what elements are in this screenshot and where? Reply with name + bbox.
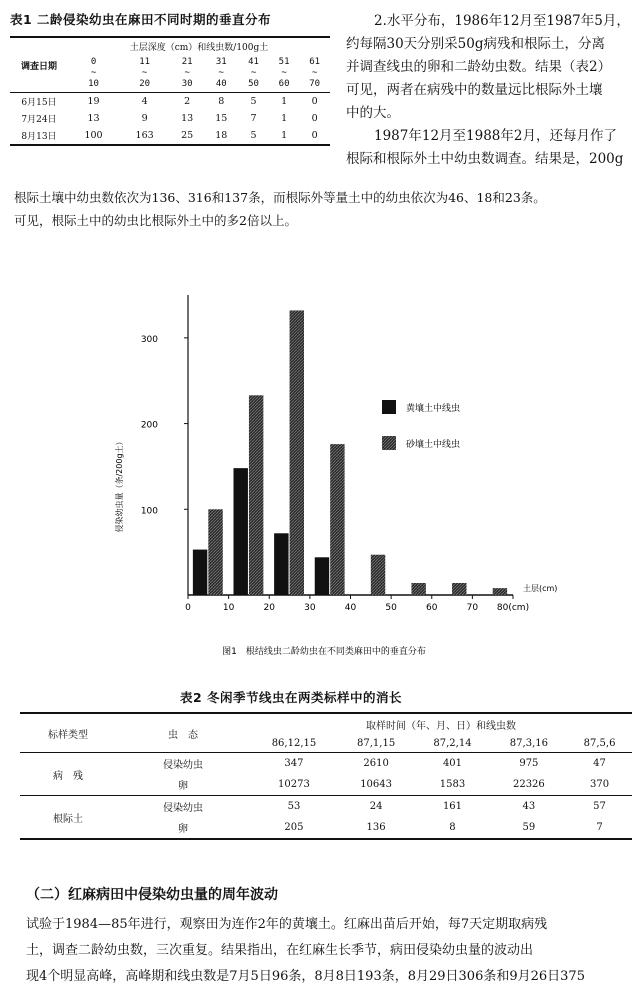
bar-sandy-soil	[330, 444, 344, 595]
legend-swatch	[382, 436, 396, 450]
table2-title: 表2 冬闲季节线虫在两类标样中的消长	[180, 690, 403, 705]
table2-value-cell: 136	[366, 822, 386, 833]
table2-value-cell: 10643	[360, 779, 392, 790]
section-line3: 现4个明显高峰，高峰期和线虫数是7月5日96条，8月8日193条，8月29日306条和9月26日375	[26, 969, 585, 984]
bar-sandy-soil	[493, 588, 507, 595]
table1-range-4	[238, 55, 269, 93]
legend-label: 砂壤土中线虫	[406, 440, 461, 450]
table2-value-cell: 47	[593, 758, 606, 769]
figure1-chart	[0, 280, 640, 680]
table1-value-cell: 15	[215, 113, 228, 124]
p2-line1: 1987年12月至1988年2月，还每月作了	[374, 128, 617, 144]
table1-range-3	[204, 55, 238, 93]
range-end: 60	[278, 79, 290, 89]
table1-value-cell: 1	[281, 130, 288, 141]
table2-value-cell: 53	[287, 801, 301, 812]
bar-yellow-soil	[274, 533, 288, 595]
table1-value-cell: 163	[135, 130, 154, 141]
table1-value-cell: 0	[311, 113, 318, 124]
table2-value-cell: 57	[593, 801, 606, 812]
y-tick-label: 100	[140, 506, 158, 517]
table2-group-header: 取样时间（年、月、日）和线虫数	[366, 721, 516, 732]
table1-value-cell: 2	[184, 96, 191, 107]
table2-value-cell: 22326	[512, 779, 545, 790]
x-tick-label: 80(cm)	[496, 603, 530, 613]
table2-date-header: 87,5,6	[583, 738, 616, 749]
table1-value-cell: 8	[218, 96, 225, 107]
table1-range-6	[299, 55, 330, 93]
table1-value-cell: 0	[311, 130, 318, 141]
table1-date-cell: 8月13日	[21, 132, 57, 142]
bar-sandy-soil	[208, 509, 222, 595]
table1-value-cell: 19	[87, 96, 100, 107]
range-end: 40	[215, 79, 227, 89]
range-end: 30	[181, 79, 193, 89]
p1-line3: 并调查线虫的卵和二龄幼虫数。结果（表2）	[346, 59, 612, 75]
x-tick-label: 50	[385, 603, 397, 613]
table2-value-cell: 43	[522, 801, 536, 812]
range-end: 70	[309, 79, 321, 89]
table2-type-cell: 根际土	[53, 813, 83, 825]
table2-state-cell: 卵	[178, 824, 188, 835]
table2-state-header: 虫 态	[116, 713, 250, 753]
x-tick-label: 60	[426, 603, 438, 613]
x-tick-label: 10	[222, 603, 235, 613]
paragraph-rhizosphere	[14, 186, 634, 232]
x-tick-label: 20	[263, 603, 275, 613]
y-axis-label: 侵染幼虫量（条/200g土）	[115, 437, 124, 533]
section-line1: 试验于1984—85年进行，观察田为连作2年的黄壤土。红麻出苗后开始，每7天定期取病残	[26, 917, 548, 932]
table1-value-cell: 25	[181, 130, 194, 141]
table-row	[20, 753, 632, 775]
table1-range-0	[68, 55, 119, 93]
table1	[10, 36, 330, 146]
table2-value-cell: 59	[522, 822, 536, 833]
range-tilde: ~	[250, 68, 257, 78]
table2-date-header: 87,3,16	[509, 738, 548, 749]
range-tilde: ~	[184, 68, 190, 78]
range-tilde: ~	[281, 68, 287, 78]
range-start: 0	[90, 57, 97, 67]
table-row	[20, 796, 632, 818]
table-row	[10, 127, 330, 145]
table1-value-cell: 4	[141, 96, 148, 107]
table2-date-header: 87,2,14	[433, 738, 472, 749]
p2-line3: 根际土壤中幼虫数依次为136、316和137条，而根际外等量土中的幼虫依次为46、18和23条。	[14, 190, 546, 205]
table1-value-cell: 5	[250, 96, 257, 107]
table2-value-cell: 975	[519, 758, 539, 769]
table1-value-cell: 13	[87, 113, 100, 124]
p1-line2: 约每隔30天分别采50g病残和根际土，分离	[346, 36, 605, 52]
table2-date-header: 86,12,15	[271, 738, 317, 749]
bar-yellow-soil	[234, 468, 248, 595]
paragraph-horizontal-distribution	[346, 10, 634, 171]
table1-value-cell: 13	[181, 113, 194, 124]
table1-date-header: 调查日期	[10, 37, 68, 93]
table2-value-cell: 161	[442, 801, 463, 812]
legend-label: 黄壤土中线虫	[406, 404, 461, 414]
table1-value-cell: 9	[141, 113, 148, 124]
table1-date-cell: 6月15日	[21, 98, 57, 108]
table2-value-cell: 24	[369, 801, 383, 812]
bar-sandy-soil	[371, 555, 385, 595]
range-start: 11	[139, 57, 151, 67]
range-tilde: ~	[90, 68, 97, 78]
bar-yellow-soil	[193, 550, 207, 595]
table1-main-header: 土层深度（cm）和线虫数/100g土	[129, 43, 269, 53]
table2-value-cell: 347	[284, 758, 304, 769]
x-tick-label: 70	[466, 603, 479, 613]
p1-line5: 中的大。	[346, 105, 400, 121]
table2-value-cell: 370	[589, 779, 610, 790]
table2-value-cell: 8	[449, 822, 456, 833]
range-tilde: ~	[218, 68, 224, 78]
range-end: 10	[88, 79, 99, 89]
figure1-caption: 图1 根结线虫二龄幼虫在不同类麻田中的垂直分布	[222, 647, 426, 657]
table2-state-cell: 侵染幼虫	[163, 803, 203, 814]
table2	[20, 712, 632, 840]
table2-date-header: 87,1,15	[357, 738, 396, 749]
range-start: 41	[248, 57, 259, 67]
table1-value-cell: 0	[311, 96, 318, 107]
table1-value-cell: 18	[215, 130, 228, 141]
table1-value-cell: 5	[250, 130, 257, 141]
bar-sandy-soil	[452, 583, 466, 595]
table2-type-header: 标样类型	[20, 713, 116, 753]
bar-sandy-soil	[249, 395, 263, 595]
p1-line4: 可见，两者在病残中的数量远比根际外土壤	[346, 82, 603, 98]
table2-value-cell: 1583	[439, 779, 466, 790]
table1-value-cell: 100	[84, 130, 103, 141]
range-tilde: ~	[141, 68, 148, 78]
section-heading: （二）红麻病田中侵染幼虫量的周年波动	[26, 887, 278, 903]
x-tick-label: 0	[185, 603, 191, 613]
table2-value-cell: 10273	[278, 779, 310, 790]
table1-value-cell: 1	[281, 113, 288, 124]
table2-value-cell: 7	[596, 822, 603, 833]
section-body	[26, 912, 634, 990]
table2-value-cell: 205	[284, 822, 304, 833]
table1-range-5	[269, 55, 300, 93]
range-tilde: ~	[311, 68, 318, 78]
table1-date-cell: 7月24日	[21, 115, 57, 125]
y-tick-label: 300	[140, 334, 158, 345]
x-tick-label: 40	[344, 603, 357, 613]
table-row	[10, 110, 330, 127]
table1-range-1	[119, 55, 170, 93]
table1-range-2	[170, 55, 204, 93]
p2-line4: 可见，根际土中的幼虫比根际外土中的多2倍以上。	[14, 213, 297, 228]
section-line2: 土，调查二龄幼虫数，三次重复。结果指出，在红麻生长季节，病田侵染幼虫量的波动出	[26, 943, 534, 958]
x-axis-label: 土层(cm)	[523, 584, 558, 593]
legend-swatch	[382, 400, 396, 414]
range-start: 21	[181, 57, 193, 67]
table2-value-cell: 2610	[363, 758, 389, 769]
range-start: 31	[215, 57, 227, 67]
table2-state-cell: 侵染幼虫	[163, 760, 203, 771]
bar-yellow-soil	[315, 557, 329, 595]
table1-value-cell: 1	[281, 96, 288, 107]
table1-value-cell: 7	[250, 113, 257, 124]
table2-state-cell: 卵	[178, 781, 188, 792]
p1-line1: 2.水平分布，1986年12月至1987年5月，	[374, 13, 630, 29]
p2-line2: 根际和根际外土中幼虫数调查。结果是，200g	[346, 151, 624, 167]
x-tick-label: 30	[304, 603, 316, 613]
table-row	[10, 93, 330, 111]
bar-sandy-soil	[290, 310, 304, 595]
range-start: 61	[309, 57, 321, 67]
bar-sandy-soil	[411, 583, 425, 595]
range-end: 20	[139, 79, 151, 89]
y-tick-label: 200	[140, 420, 158, 431]
range-end: 50	[248, 79, 259, 89]
table2-type-cell: 病 残	[53, 770, 83, 782]
table1-title: 表1 二龄侵染幼虫在麻田不同时期的垂直分布	[10, 12, 272, 27]
table2-value-cell: 401	[442, 758, 463, 769]
range-start: 51	[278, 57, 290, 67]
